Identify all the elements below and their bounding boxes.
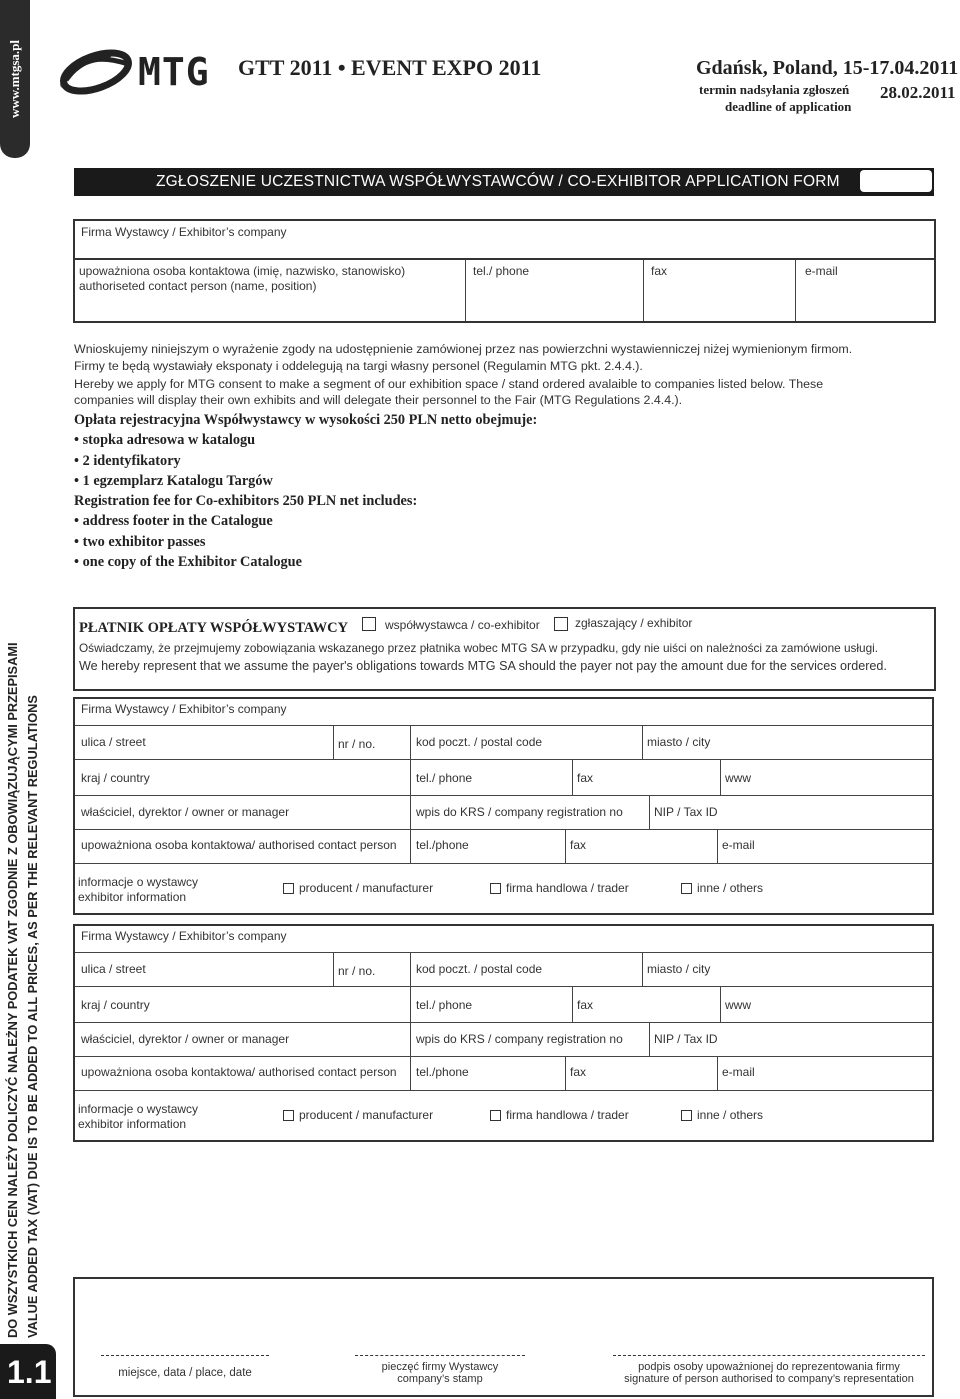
phone-label: tel./ phone: [416, 771, 473, 785]
fee-en-item: • two exhibitor passes: [74, 533, 206, 550]
fax-label: fax: [577, 998, 594, 1012]
producer-option[interactable]: producent / manufacturer: [283, 881, 433, 895]
payer-box: [73, 607, 936, 691]
others-checkbox[interactable]: [681, 883, 692, 894]
fax-label: fax: [577, 771, 594, 785]
declaration-pl-1: Wnioskujemy niniejszym o wyrażenie zgody na udostępnienie zamówionej przez nas powierzchni wystawienniczej niżej wymienionym firmom.: [74, 342, 853, 356]
fax2-label: fax: [570, 1065, 587, 1079]
fax-label: fax: [651, 264, 668, 278]
fee-pl-heading: Opłata rejestracyjna Współwystawcy w wysokości 250 PLN netto obejmuje:: [74, 412, 538, 428]
city-label: miasto / city: [647, 735, 711, 749]
vat-note-pl: DO WSZYSTKICH CEN NALEŻY DOLICZYĆ NALEŻNY PODATEK VAT ZGODNIE Z OBOWIĄZUJĄCYMI PRZEPISAMI: [5, 642, 20, 1338]
city-label: miasto / city: [647, 962, 711, 976]
others-option[interactable]: inne / others: [681, 881, 763, 895]
postal-label: kod poczt. / postal code: [416, 735, 543, 749]
phone2-label: tel./phone: [416, 1065, 469, 1079]
deadline-label-pl: termin nadsyłania zgłoszeń: [699, 82, 850, 97]
deadline-date: 28.02.2011: [880, 83, 956, 102]
owner-label: właściciel, dyrektor / owner or manager: [81, 1032, 290, 1046]
exhibitor-box: [73, 219, 936, 323]
www-label: www: [725, 998, 751, 1012]
nip-label: NIP / Tax ID: [654, 1032, 718, 1046]
info-label-en: exhibitor information: [78, 1117, 187, 1131]
event-location: Gdańsk, Poland, 15-17.04.2011: [696, 57, 959, 79]
trader-option[interactable]: firma handlowa / trader: [490, 1108, 629, 1122]
trader-option[interactable]: firma handlowa / trader: [490, 881, 629, 895]
form-title-banner: [74, 168, 934, 196]
side-url: www.mtgsa.pl: [7, 39, 22, 119]
producer-option[interactable]: producent / manufacturer: [283, 1108, 433, 1122]
contact-label-en: authoriseted contact person (name, position): [79, 279, 317, 293]
payer-coexhibitor-checkbox[interactable]: [362, 617, 376, 631]
mtg-logo-mark: [58, 46, 136, 98]
producer-checkbox[interactable]: [283, 1110, 294, 1121]
info-label-pl: informacje o wystawcy: [78, 1102, 199, 1116]
form-title: ZGŁOSZENIE UCZESTNICTWA WSPÓŁWYSTAWCÓW / CO-EXHIBITOR APPLICATION FORM: [156, 173, 840, 190]
fee-section: [74, 410, 537, 572]
declaration-en-2: companies will display their own exhibits and will delegate their personnel to the Fair (MTG Regulations 2.4.4.).: [74, 393, 683, 407]
fee-en-heading: Registration fee for Co-exhibitors 250 PLN net includes:: [74, 493, 418, 510]
payer-title: PŁATNIK OPŁATY WSPÓŁWYSTAWCY: [79, 620, 349, 636]
nip-label: NIP / Tax ID: [654, 805, 718, 819]
email-label: e-mail: [722, 838, 755, 852]
stamp-line[interactable]: [355, 1355, 525, 1356]
place-date-line[interactable]: [101, 1355, 269, 1356]
stamp-label: pieczęć firmy Wystawcy company’s stamp: [381, 1361, 499, 1385]
number-label: nr / no.: [338, 964, 376, 978]
krs-label: wpis do KRS / company registration no: [416, 1032, 623, 1046]
signature-label: podpis osoby upoważnionej do reprezentowania firmy signature of person authorised to company’s representation: [624, 1361, 914, 1385]
www-label: www: [725, 771, 751, 785]
contact-label: upoważniona osoba kontaktowa/ authorised contact person: [81, 1065, 397, 1079]
page-number-tab: [0, 1344, 56, 1399]
company-block-2: [73, 924, 934, 1142]
fee-en-item: • address footer in the Catalogue: [74, 513, 273, 530]
mtg-logo: [58, 46, 208, 98]
event-title: GTT 2011 • EVENT EXPO 2011: [238, 55, 542, 80]
trader-checkbox[interactable]: [490, 883, 501, 894]
logo-text: MTG: [138, 50, 210, 94]
side-url-tab: [0, 0, 30, 158]
others-checkbox[interactable]: [681, 1110, 692, 1121]
phone-label: tel./ phone: [416, 998, 473, 1012]
exhibitor-company-label: Firma Wystawcy / Exhibitor’s company: [81, 225, 287, 239]
fee-en-item: • one copy of the Exhibitor Catalogue: [74, 554, 302, 571]
street-label: ulica / street: [81, 962, 146, 976]
fee-pl-item: • 1 egzemplarz Katalogu Targów: [74, 472, 273, 489]
number-label: nr / no.: [338, 737, 376, 751]
trader-checkbox[interactable]: [490, 1110, 501, 1121]
vat-note-en: VALUE ADDED TAX (VAT) DUE IS TO BE ADDED TO ALL PRICES, AS PER THE RELEVANT REGULATIONS: [25, 695, 40, 1338]
postal-label: kod poczt. / postal code: [416, 962, 543, 976]
payer-statement-en: We hereby represent that we assume the payer's obligations towards MTG SA should the payer not pay the amount due for the services ordered.: [79, 659, 887, 673]
info-label-en: exhibitor information: [78, 890, 187, 904]
street-label: ulica / street: [81, 735, 146, 749]
company-label: Firma Wystawcy / Exhibitor’s company: [81, 929, 287, 943]
place-date-label: miejsce, data / place, date: [118, 1367, 252, 1379]
form-number-field[interactable]: [860, 170, 932, 192]
email-label: e-mail: [805, 264, 838, 278]
producer-checkbox[interactable]: [283, 883, 294, 894]
registered-mark: ®: [60, 80, 68, 91]
fax2-label: fax: [570, 838, 587, 852]
owner-label: właściciel, dyrektor / owner or manager: [81, 805, 290, 819]
info-label-pl: informacje o wystawcy: [78, 875, 199, 889]
phone2-label: tel./phone: [416, 838, 469, 852]
krs-label: wpis do KRS / company registration no: [416, 805, 623, 819]
phone-label: tel./ phone: [473, 264, 530, 278]
contact-label-pl: upoważniona osoba kontaktowa (imię, nazwisko, stanowisko): [79, 264, 406, 278]
contact-label: upoważniona osoba kontaktowa/ authorised contact person: [81, 838, 397, 852]
declaration-pl-2: Firmy te będą wystawiały eksponaty i oddelegują na targi własny personel (Regulamin MTG pkt. 2.4.4.).: [74, 359, 643, 373]
others-option[interactable]: inne / others: [681, 1108, 763, 1122]
country-label: kraj / country: [81, 771, 150, 785]
email-label: e-mail: [722, 1065, 755, 1079]
signature-line[interactable]: [613, 1355, 925, 1356]
fee-pl-item: • stopka adresowa w katalogu: [74, 432, 256, 449]
deadline-label-en: deadline of application: [725, 99, 852, 114]
company-block-1: [73, 697, 934, 915]
payer-statement-pl: Oświadczamy, że przejmujemy zobowiązania wskazanego przez płatnika wobec MTG SA w przypadku, gdy nie uiści on należności za zamówione usługi.: [79, 641, 879, 655]
page-number: 1.1: [7, 1354, 52, 1390]
country-label: kraj / country: [81, 998, 150, 1012]
fee-pl-item: • 2 identyfikatory: [74, 452, 181, 469]
declaration-en-1: Hereby we apply for MTG consent to make a segment of our exhibition space / stand ordered avalaible to companies listed below. These: [74, 377, 824, 391]
payer-coexhibitor-label: współwystawca / co-exhibitor: [385, 618, 540, 632]
payer-exhibitor-label: zgłaszający / exhibitor: [575, 616, 693, 630]
payer-exhibitor-checkbox[interactable]: [554, 617, 568, 631]
company-label: Firma Wystawcy / Exhibitor’s company: [81, 702, 287, 716]
signature-box: [73, 1277, 934, 1397]
